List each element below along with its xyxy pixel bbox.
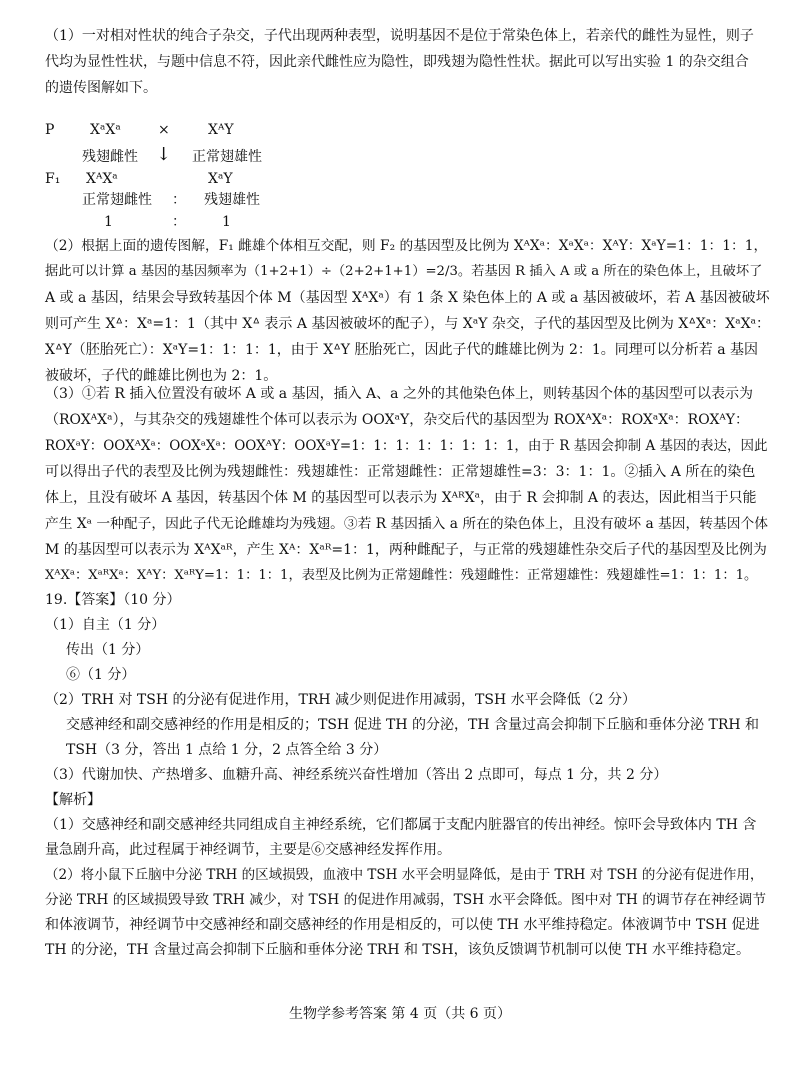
para3-line: ROXᵃY：OOXᴬXᵃ：OOXᵃXᵃ：OOXᴬY：OOXᵃY=1：1：1：1：1：1：1：1，由于 R 基因会抑制 A 基因的表达，因此 bbox=[45, 438, 768, 454]
answer-2-head: （2）TRH 对 TSH 的分泌有促进作用，TRH 减少则促进作用减弱，TSH 水平会降低（2 分） bbox=[45, 692, 636, 708]
para1-line: 代均为显性性状，与题中信息不符，因此亲代雌性应为隐性，即残翅为隐性性状。据此可以写出实验 1 的杂交组合 bbox=[45, 54, 749, 70]
answer-1-head: （1）自主（1 分） bbox=[45, 617, 166, 633]
p-generation-label: P bbox=[45, 122, 55, 138]
f1-female-phenotype: 正常翅雌性 bbox=[82, 192, 152, 208]
analysis-1-line: （1）交感神经和副交感神经共同组成自主神经系统，它们都属于支配内脏器官的传出神经。惊吓会导致体内 TH 含 bbox=[45, 817, 757, 833]
analysis-2-line: （2）将小鼠下丘脑中分泌 TRH 的区域损毁，血液中 TSH 水平会明显降低，是由于 TRH 对 TSH 的分泌有促进作用， bbox=[45, 867, 764, 883]
page-footer: 生物学参考答案 第 4 页（共 6 页） bbox=[288, 1006, 512, 1022]
answer-1-line: ⑥（1 分） bbox=[66, 667, 136, 683]
para3-line: 可以得出子代的表型及比例为残翅雌性：残翅雄性：正常翅雌性：正常翅雄性=3：3：1：1。②插入 A 所在的染色 bbox=[45, 464, 756, 480]
analysis-2-line: 分泌 TRH 的区域损毁导致 TRH 减少，对 TSH 的促进作用减弱，TSH 水平会降低。图中对 TH 的调节存在神经调节 bbox=[45, 892, 766, 908]
para2-line: 被破坏，子代的雌雄比例也为 2：1。 bbox=[45, 368, 278, 384]
analysis-1-line: 量急剧升高，此过程属于神经调节，主要是⑥交感神经发挥作用。 bbox=[45, 842, 451, 858]
para3-line: （3）①若 R 插入位置没有破坏 A 或 a 基因，插入 A、a 之外的其他染色体上，则转基因个体的基因型可以表示为 bbox=[45, 386, 753, 402]
analysis-title: 【解析】 bbox=[45, 792, 101, 808]
para3-line: （ROXᴬXᵃ），与其杂交的残翅雄性个体可以表示为 OOXᵃY，杂交后代的基因型为 ROXᴬXᵃ：ROXᵃXᵃ：ROXᴬY： bbox=[45, 412, 750, 428]
question-19-title: 19.【答案】（10 分） bbox=[45, 592, 181, 608]
para2-line: 据此可以计算 a 基因的基因频率为（1+2+1）÷（2+2+1+1）=2/3。若基因 R 插入 A 或 a 所在的染色体上，且破坏了 bbox=[45, 264, 763, 279]
answer-2-line: TSH（3 分，答出 1 点给 1 分，2 点答全给 3 分） bbox=[66, 742, 388, 758]
cross-symbol: × bbox=[158, 122, 170, 138]
para2-line: A 或 a 基因，结果会导致转基因个体 M（基因型 XᴬXᵃ）有 1 条 X 染色体上的 A 或 a 基因被破坏，若 A 基因被破坏 bbox=[45, 290, 770, 306]
analysis-2-line: 和体液调节，神经调节中交感神经和副交感神经的作用是相反的，可以使 TH 水平维持稳定。体液调节中 TSH 促进 bbox=[45, 917, 760, 933]
p-male-genotype: XᴬY bbox=[208, 122, 234, 138]
answer-1-line: 传出（1 分） bbox=[66, 642, 150, 658]
para3-line: 体上，且没有破坏 A 基因，转基因个体 M 的基因型可以表示为 XᴬᴿXᵃ，由于 R 会抑制 A 的表达，因此相当于只能 bbox=[45, 490, 757, 506]
f1-male-genotype: XᵃY bbox=[208, 171, 233, 187]
f1-generation-label: F₁ bbox=[45, 171, 61, 187]
phenotype-colon: ： bbox=[172, 192, 186, 208]
ratio-left: 1 bbox=[104, 214, 113, 230]
para1-line: （1）一对相对性状的纯合子杂交，子代出现两种表型，说明基因不是位于常染色体上，若亲代的雌性为显性，则子 bbox=[45, 28, 754, 44]
p-male-phenotype: 正常翅雄性 bbox=[192, 149, 262, 165]
ratio-right: 1 bbox=[222, 214, 231, 230]
ratio-colon: ： bbox=[172, 214, 186, 230]
f1-female-genotype: XᴬXᵃ bbox=[86, 171, 118, 187]
f1-male-phenotype: 残翅雄性 bbox=[204, 192, 260, 208]
p-female-phenotype: 残翅雌性 bbox=[82, 149, 138, 165]
answer-2-line: 交感神经和副交感神经的作用是相反的；TSH 促进 TH 的分泌，TH 含量过高会抑制下丘脑和垂体分泌 TRH 和 bbox=[66, 717, 760, 733]
down-arrow-icon: ↓ bbox=[156, 144, 172, 165]
answer-3: （3）代谢加快、产热增多、血糖升高、神经系统兴奋性增加（答出 2 点即可，每点 1 分，共 2 分） bbox=[45, 767, 668, 783]
analysis-2-line: TH 的分泌，TH 含量过高会抑制下丘脑和垂体分泌 TRH 和 TSH，该负反馈调节机制可以使 TH 水平维持稳定。 bbox=[45, 942, 751, 958]
para2-line: （2）根据上面的遗传图解，F₁ 雌雄个体相互交配，则 F₂ 的基因型及比例为 XᴬXᵃ：XᵃXᵃ：XᴬY：XᵃY=1：1：1：1， bbox=[45, 238, 768, 254]
para2-line: XᐞY（胚胎死亡）：XᵃY=1：1：1：1，由于 XᐞY 胚胎死亡，因此子代的雌雄比例为 2：1。同理可以分析若 a 基因 bbox=[45, 342, 758, 358]
para1-line: 的遗传图解如下。 bbox=[45, 80, 157, 96]
para3-line: 产生 Xᵃ 一种配子，因此子代无论雌雄均为残翅。③若 R 基因插入 a 所在的染色体上，且没有破坏 a 基因，转基因个体 bbox=[45, 516, 769, 532]
para2-line: 则可产生 Xᐞ：Xᵃ=1：1（其中 Xᐞ 表示 A 基因被破坏的配子），与 XᵃY 杂交，子代的基因型及比例为 XᐞXᵃ：XᵃXᵃ： bbox=[45, 316, 771, 332]
para3-line: M 的基因型可以表示为 XᴬXᵃᴿ，产生 Xᴬ：Xᵃᴿ=1：1，两种雌配子，与正常的残翅雄性杂交后子代的基因型及比例为 bbox=[45, 542, 767, 558]
para3-line: XᴬXᵃ：XᵃᴿXᵃ：XᴬY：XᵃᴿY=1：1：1：1，表型及比例为正常翅雌性：残翅雌性：正常翅雄性：残翅雄性=1：1：1：1。 bbox=[45, 568, 758, 583]
p-female-genotype: XᵃXᵃ bbox=[90, 122, 121, 138]
